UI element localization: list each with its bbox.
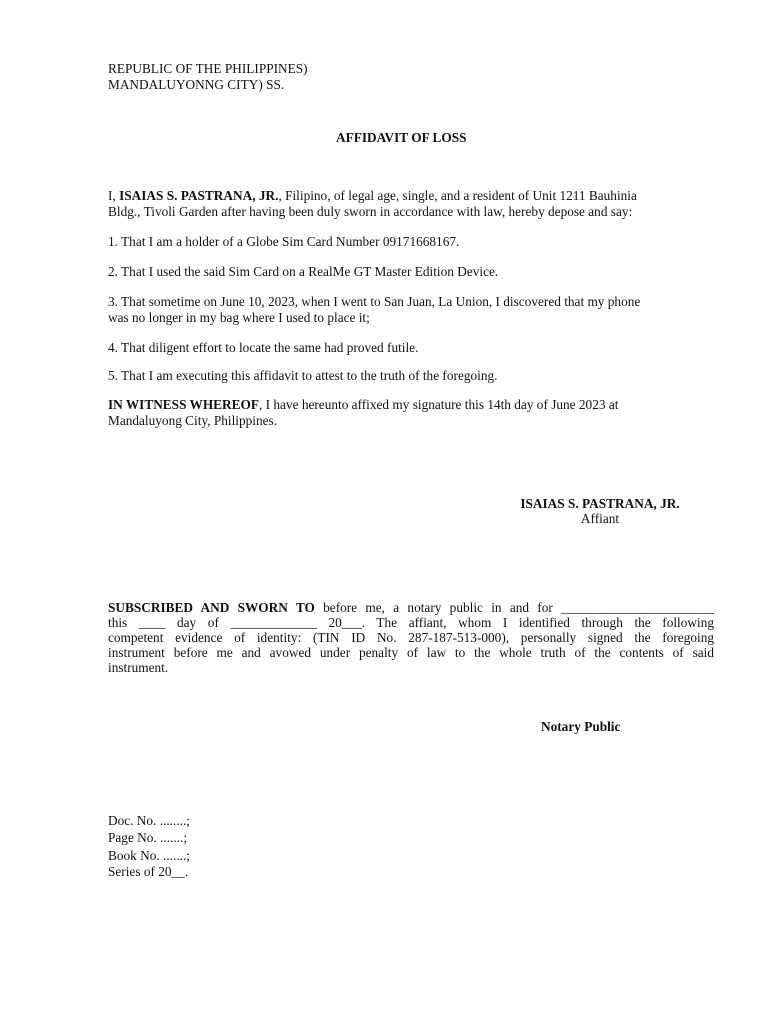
statement-1: 1. That I am a holder of a Globe Sim Card Number 09171668167.: [108, 234, 460, 249]
jurat-line-5: instrument.: [108, 660, 169, 675]
intro-prefix: I,: [108, 188, 120, 203]
statement-5: 5. That I am executing this affidavit to attest to the truth of the foregoing.: [108, 368, 498, 383]
jurat-line-3: competent evidence of identity: (TIN ID No. 287-187-513-000), personally signed the foregoing: [108, 630, 714, 645]
doc-number: Doc. No. ........;: [108, 813, 190, 828]
page-number: Page No. .......;: [108, 830, 188, 845]
jurat-line-1: [108, 600, 714, 616]
signature-name-text: ISAIAS S. PASTRANA, JR.: [520, 496, 680, 511]
notary-label-text: Notary Public: [541, 719, 621, 734]
jurat-line-2: this ____ day of _____________ 20___. The affiant, whom I identified through the following: [108, 615, 714, 630]
document-title-text: AFFIDAVIT OF LOSS: [336, 130, 467, 145]
witness-line-1: [108, 397, 618, 413]
signature-role: Affiant: [580, 511, 620, 526]
venue-line-2: MANDALUYONNG CITY) SS.: [108, 77, 285, 92]
notary-label: [541, 719, 620, 735]
statement-3-line-1: 3. That sometime on June 10, 2023, when I went to San Juan, La Union, I discovered that my phone: [108, 294, 641, 309]
jurat-line-1-rest: before me, a notary public in and for _______________________: [314, 600, 714, 615]
signature-name: [490, 496, 710, 512]
jurat-line-4: instrument before me and avowed under penalty of law to the whole truth of the contents of said: [108, 645, 714, 660]
intro-line-1-rest: , Filipino, of legal age, single, and a resident of Unit 1211 Bauhinia: [278, 188, 637, 203]
jurat-heading: SUBSCRIBED AND SWORN TO: [108, 600, 315, 615]
affiant-name-inline: ISAIAS S. PASTRANA, JR.: [119, 188, 279, 203]
venue-line-1: REPUBLIC OF THE PHILIPPINES): [108, 61, 308, 76]
intro-line-1: [108, 188, 637, 204]
witness-heading: IN WITNESS WHEREOF: [108, 397, 259, 412]
witness-line-2: Mandaluyong City, Philippines.: [108, 413, 278, 428]
series-number: Series of 20__.: [108, 864, 189, 879]
statement-3-line-2: was no longer in my bag where I used to place it;: [108, 310, 370, 325]
document-title: [336, 130, 467, 146]
intro-line-2: Bldg., Tivoli Garden after having been duly sworn in accordance with law, hereby depose and say:: [108, 204, 633, 219]
witness-line-1-rest: , I have hereunto affixed my signature this 14th day of June 2023 at: [259, 397, 619, 412]
book-number: Book No. .......;: [108, 848, 191, 863]
statement-2: 2. That I used the said Sim Card on a RealMe GT Master Edition Device.: [108, 264, 499, 279]
statement-4: 4. That diligent effort to locate the same had proved futile.: [108, 340, 419, 355]
